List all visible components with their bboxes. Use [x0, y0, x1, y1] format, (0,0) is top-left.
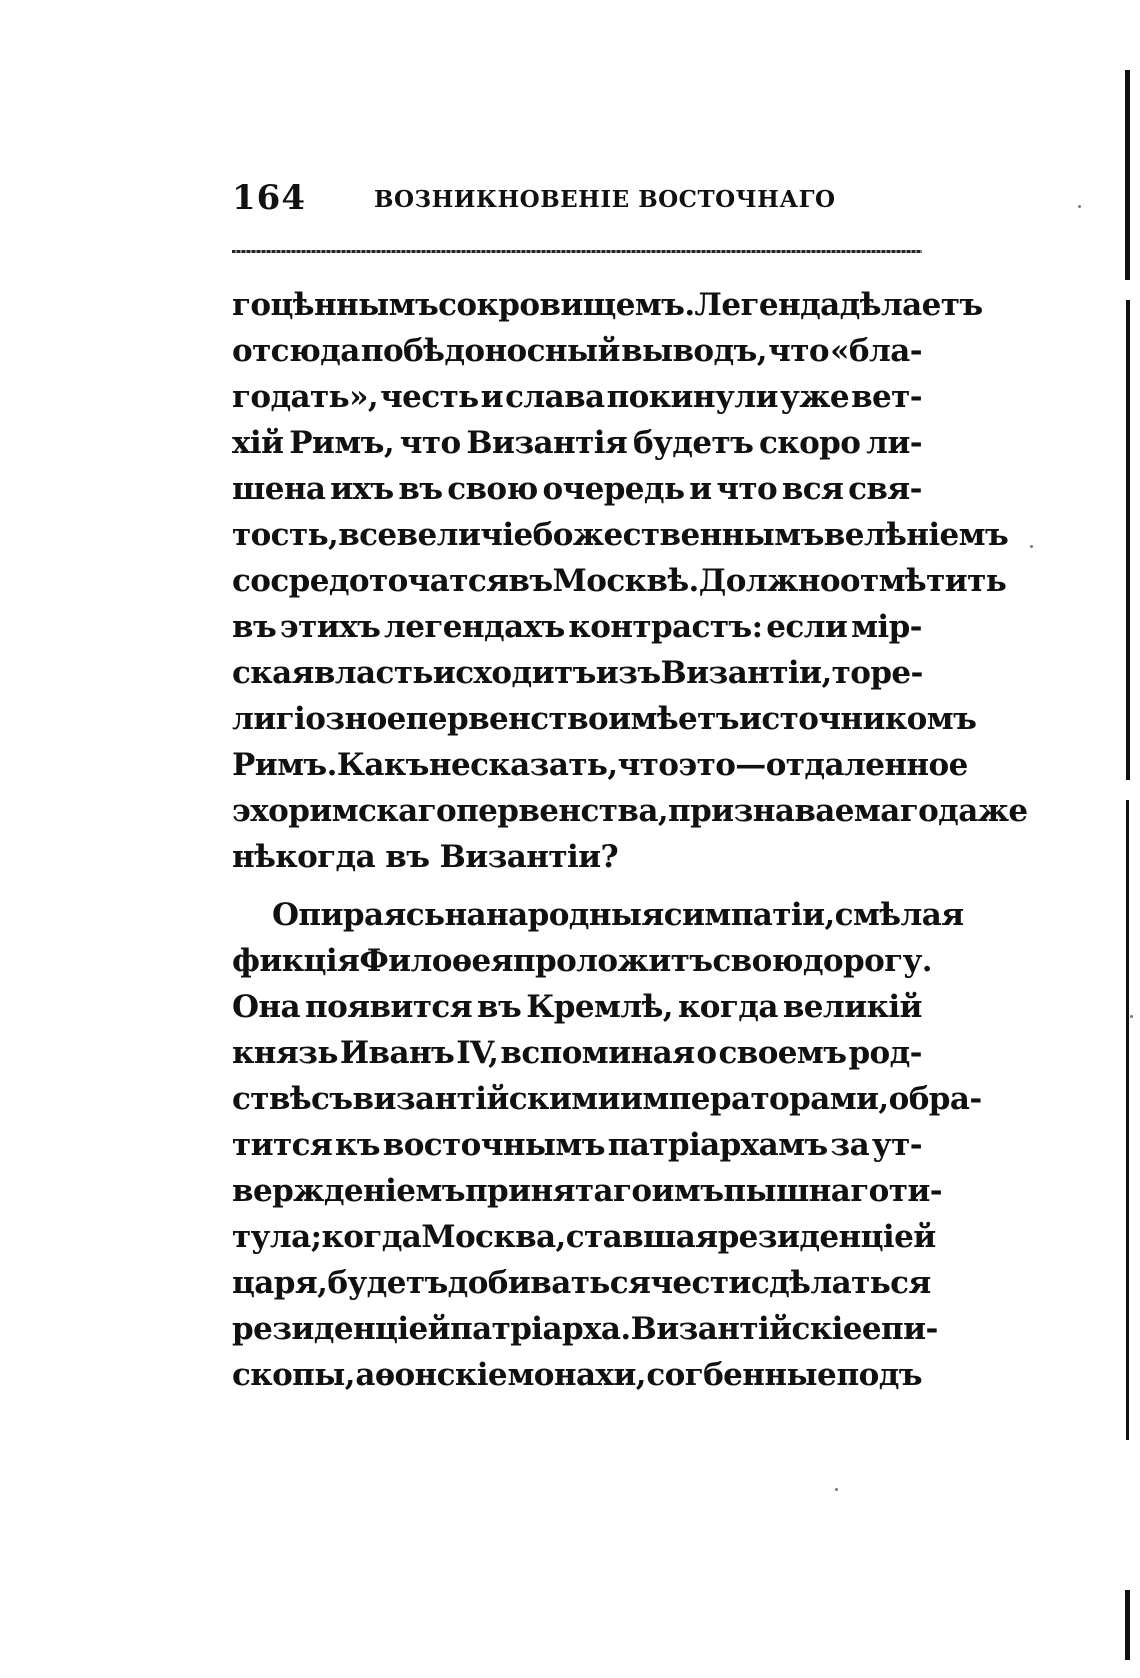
body-text — [232, 282, 1028, 1398]
word: резиденціей — [717, 1219, 936, 1255]
word: патріархамъ — [607, 1127, 828, 1163]
word: дорогу. — [802, 943, 932, 979]
word: этихъ — [279, 609, 381, 645]
paragraph-1 — [232, 282, 1028, 880]
word: Византіи, — [660, 655, 832, 691]
scan-dust — [835, 1488, 838, 1491]
word: византійскими — [352, 1081, 620, 1117]
word: принятаго — [464, 1173, 652, 1209]
text-line — [232, 1076, 982, 1122]
word: римскаго — [288, 793, 457, 829]
word: дѣлаетъ — [839, 287, 983, 323]
word: тится — [232, 1127, 333, 1163]
word: ли- — [866, 425, 922, 461]
text-line — [232, 1030, 922, 1076]
text-line — [232, 1352, 922, 1398]
word: сдѣлаться — [750, 1265, 931, 1301]
word: къ — [334, 1127, 380, 1163]
word: смѣлая — [834, 897, 964, 933]
word: Кремлѣ, — [526, 989, 673, 1025]
word: будетъ — [327, 1265, 448, 1301]
word: легендахъ — [384, 609, 565, 645]
word: ствѣ — [232, 1081, 312, 1117]
word: это—отдаленное — [678, 747, 968, 783]
word: источникомъ — [738, 701, 977, 737]
text-line — [232, 650, 922, 696]
scan-edge-mark — [1125, 70, 1130, 280]
word: вет- — [851, 379, 922, 415]
word: пышнаго — [723, 1173, 889, 1209]
word: IV, — [456, 1035, 499, 1071]
text-line — [232, 938, 932, 984]
word: резиденціей — [232, 1311, 451, 1347]
word: о — [696, 1035, 717, 1071]
word: вержденіемъ — [232, 1173, 465, 1209]
word: сокровищемъ. — [438, 287, 695, 323]
word: въ — [508, 563, 553, 599]
word: Она — [232, 989, 300, 1025]
word: въ — [398, 471, 443, 507]
text-line — [232, 604, 922, 650]
word: Филоѳея — [359, 943, 513, 979]
word: будетъ — [632, 425, 754, 461]
word: императорами, — [619, 1081, 889, 1117]
word: фикція — [232, 943, 360, 979]
paragraph-gap — [232, 880, 922, 892]
word: народныя — [486, 897, 664, 933]
word: согбенные — [646, 1357, 837, 1393]
word: велѣніемъ — [823, 517, 1009, 553]
word: то — [831, 655, 871, 691]
word: Москва, — [421, 1219, 566, 1255]
word: когда — [678, 989, 778, 1025]
word: появится — [305, 989, 473, 1025]
word: чести — [650, 1265, 751, 1301]
text-line — [232, 328, 922, 374]
word: годать», — [232, 379, 379, 415]
word: отмѣтить — [839, 563, 1007, 599]
word: если — [766, 609, 848, 645]
word: даже — [938, 793, 1028, 829]
word: Римъ, — [289, 425, 395, 461]
scan-dust — [1030, 545, 1033, 548]
word: своемъ — [718, 1035, 847, 1071]
word: уже — [779, 379, 850, 415]
word: патріарха. — [450, 1311, 631, 1347]
word: мір- — [851, 609, 922, 645]
word: ихъ — [330, 471, 394, 507]
text-line — [232, 742, 968, 788]
word: епи- — [861, 1311, 938, 1347]
word: отсюда — [232, 333, 360, 369]
word: великій — [782, 989, 922, 1025]
word: первенство — [405, 701, 609, 737]
paragraph-2 — [232, 892, 982, 1398]
word: выводъ, — [621, 333, 767, 369]
word: сказать, — [470, 747, 618, 783]
text-line — [232, 374, 922, 420]
word: свою — [712, 943, 803, 979]
word: на — [444, 897, 487, 933]
running-head: ВОЗНИКНОВЕНІЕ ВОСТОЧНАГО — [374, 186, 836, 213]
page-number: 164 — [232, 178, 306, 218]
word: все — [338, 517, 397, 553]
page-header — [232, 178, 922, 228]
word: Иванъ — [339, 1035, 455, 1071]
text-line — [232, 1260, 931, 1306]
word: не — [428, 747, 471, 783]
word: скопы, — [232, 1357, 355, 1393]
word: тула; — [232, 1219, 322, 1255]
word: Москвѣ. — [552, 563, 699, 599]
word: эхо — [232, 793, 289, 829]
scan-edge-mark — [1126, 800, 1129, 1440]
text-line — [232, 1214, 936, 1260]
word: съ — [311, 1081, 353, 1117]
word: признаваемаго — [668, 793, 939, 829]
word: за — [830, 1127, 870, 1163]
text-line — [232, 788, 1028, 834]
word: Опираясь — [272, 897, 445, 933]
word: что — [716, 471, 778, 507]
word: когда — [321, 1219, 422, 1255]
word: ставшая — [565, 1219, 718, 1255]
word: род- — [848, 1035, 922, 1071]
word: очередь — [542, 471, 685, 507]
text-line — [232, 512, 1009, 558]
word: «бла- — [830, 333, 922, 369]
word: вспоминая — [500, 1035, 695, 1071]
word: вся — [781, 471, 844, 507]
word: въ — [477, 989, 522, 1025]
word: побѣдоносный — [360, 333, 620, 369]
word: Римъ. — [232, 747, 337, 783]
word: что — [399, 425, 461, 461]
word: что — [617, 747, 679, 783]
word: Византія — [466, 425, 628, 461]
text-line — [232, 1168, 942, 1214]
word: честь — [380, 379, 479, 415]
word: проложитъ — [512, 943, 713, 979]
word: слава — [505, 379, 605, 415]
word: добиваться — [447, 1265, 651, 1301]
word: и — [480, 379, 504, 415]
word: имѣетъ — [608, 701, 739, 737]
word: божественнымъ — [532, 517, 824, 553]
text-line — [232, 1306, 938, 1352]
word: контрастъ: — [568, 609, 763, 645]
word: свою — [447, 471, 538, 507]
word: монахи, — [507, 1357, 646, 1393]
word: имъ — [651, 1173, 724, 1209]
word: восточнымъ — [382, 1127, 605, 1163]
scan-dust — [1130, 1015, 1133, 1018]
word: гоцѣннымъ — [232, 287, 439, 323]
word: Легенда — [694, 287, 840, 323]
text-line — [232, 984, 922, 1030]
text-line — [232, 892, 964, 938]
word: тость, — [232, 517, 339, 553]
word: симпатіи, — [663, 897, 835, 933]
word: что — [768, 333, 829, 369]
word: свя- — [848, 471, 922, 507]
word: ре- — [870, 655, 923, 691]
word: въ — [232, 609, 277, 645]
word: изъ — [595, 655, 661, 691]
word: и — [689, 471, 712, 507]
word: подъ — [836, 1357, 922, 1393]
text-line — [232, 558, 1007, 604]
scan-edge-mark — [1126, 300, 1130, 780]
word: Какъ — [336, 747, 429, 783]
word: князь — [232, 1035, 338, 1071]
word: покинули — [606, 379, 778, 415]
word: ут- — [871, 1127, 922, 1163]
text-line — [232, 282, 983, 328]
header-rule — [232, 250, 922, 253]
word: царя, — [232, 1265, 328, 1301]
word: исходитъ — [432, 655, 596, 691]
text-line — [232, 696, 977, 742]
word: лигіозное — [232, 701, 406, 737]
word: величіе — [396, 517, 533, 553]
text-line: нѣкогда въ Византіи? — [232, 839, 619, 875]
word: скоро — [759, 425, 861, 461]
word: Должно — [698, 563, 840, 599]
scan-dust — [1078, 205, 1081, 208]
word: ти- — [888, 1173, 942, 1209]
word: шена — [232, 471, 326, 507]
word: ская — [232, 655, 314, 691]
word: власть — [313, 655, 433, 691]
text-line — [232, 1122, 922, 1168]
word: сосредоточатся — [232, 563, 509, 599]
scan-edge-mark — [1125, 1590, 1130, 1660]
word: первенства, — [456, 793, 669, 829]
word: Византійскіе — [630, 1311, 862, 1347]
word: хій — [232, 425, 284, 461]
word: аѳонскіе — [355, 1357, 507, 1393]
word: обра- — [888, 1081, 982, 1117]
text-line — [232, 420, 922, 466]
text-line — [232, 466, 922, 512]
